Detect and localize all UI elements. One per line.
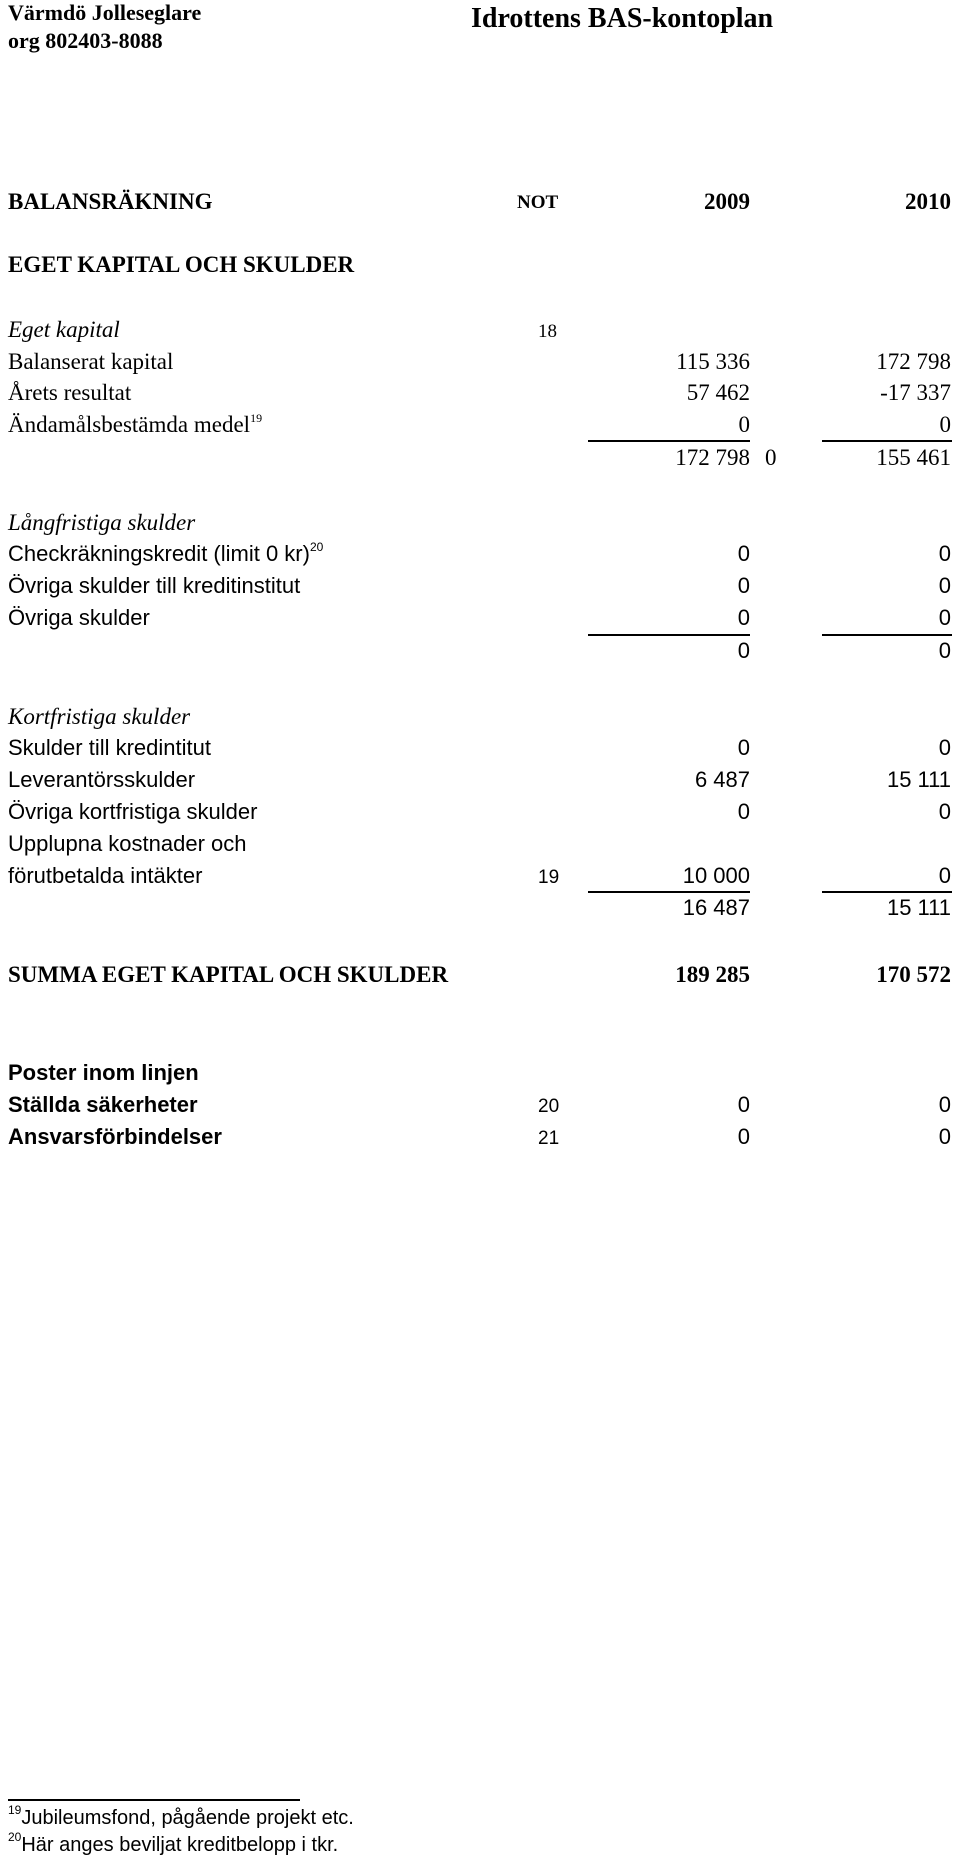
plan-title: Idrottens BAS-kontoplan [471,3,774,34]
row-label: Checkräkningskredit (limit 0 kr)$^{20}$ [8,540,324,566]
langfristiga-heading: Långfristiga skulder [8,510,196,535]
footnote: $^{20}$Här anges beviljat kreditbelopp i tkr. [8,1830,339,1856]
subtotal-rule [588,440,750,442]
value-2009: 0 [737,799,750,824]
row-label-line1: Upplupna kostnader och [8,831,247,856]
value-2009: 115 336 [676,349,750,374]
year-2009-header: 2009 [704,189,750,214]
value-2009: 57 462 [686,380,750,405]
row-label: Leverantörsskulder [8,767,196,792]
row-label: Ändamålsbestämda medel$^{19}$ [8,411,263,437]
year-2010-header: 2010 [905,189,951,214]
subtotal-2009: 0 [737,638,750,663]
summa-2010: 170 572 [876,962,951,987]
value-2010: 0 [939,412,951,437]
value-2010: 0 [938,605,951,630]
row-label: Övriga kortfristiga skulder [8,799,258,824]
value-2010: 172 798 [876,349,951,374]
subtotal-rule [822,634,952,636]
subtotal-rule [588,634,750,636]
row-label-line2: förutbetalda intäkter [8,863,203,888]
value-2010: 0 [938,863,951,888]
subtotal-2010: 15 111 [886,895,951,920]
row-note: 20 [538,1096,560,1117]
row-label: Ansvarsförbindelser [8,1124,222,1149]
kortfristiga-heading: Kortfristiga skulder [8,704,191,729]
row-note: 19 [538,867,560,888]
row-label: Årets resultat [8,380,132,405]
value-2009: 0 [737,1092,750,1117]
subtotal-2009: 16 487 [682,895,750,920]
value-2009: 0 [737,735,750,760]
value-2009: 0 [737,541,750,566]
subtotal-2010: 0 [938,638,951,663]
summa-2009: 189 285 [675,962,750,987]
poster-heading: Poster inom linjen [8,1060,199,1085]
footnote-separator [8,1799,300,1801]
org-number: org 802403-8088 [8,28,163,53]
subtotal-rule [822,440,952,442]
subtotal-rule [822,891,952,893]
value-2010: 0 [938,1092,951,1117]
value-2009: 0 [737,605,750,630]
note-column-header: NOT [517,192,559,213]
row-label: Skulder till kredintitut [8,735,211,760]
subtotal-extra: 0 [765,445,777,470]
row-note: 21 [538,1128,560,1149]
row-label: Balanserat kapital [8,349,174,374]
org-name: Värmdö Jolleseglare [8,0,202,25]
value-2009: 6 487 [694,767,750,792]
value-2010: 0 [938,573,951,598]
value-2010: 0 [938,799,951,824]
eget-kapital-heading: Eget kapital [8,317,120,342]
section-title: EGET KAPITAL OCH SKULDER [8,252,355,277]
value-2009: 0 [737,573,750,598]
summa-label: SUMMA EGET KAPITAL OCH SKULDER [8,962,449,987]
row-label: Övriga skulder [8,605,150,630]
footnote-mark: 20 [8,1830,22,1844]
footnote-ref: 20 [309,540,324,554]
row-label: Ställda säkerheter [8,1092,198,1117]
footnote-mark: 19 [8,1803,22,1817]
value-2010: 15 111 [886,767,951,792]
value-2010: 0 [938,735,951,760]
subtotal-2009: 172 798 [675,445,750,470]
value-2010: 0 [938,541,951,566]
balance-sheet-title: BALANSRÄKNING [8,189,213,214]
value-2009: 0 [737,1124,750,1149]
value-2009: 0 [738,412,750,437]
value-2009: 10 000 [682,863,750,888]
row-label: Övriga skulder till kreditinstitut [8,573,301,598]
eget-kapital-note: 18 [538,321,557,342]
value-2010: -17 337 [880,380,951,405]
value-2010: 0 [938,1124,951,1149]
footnote: $^{19}$Jubileumsfond, pågående projekt etc. [8,1803,354,1829]
subtotal-rule [588,891,750,893]
footnote-ref: 19 [250,411,263,425]
subtotal-2010: 155 461 [876,445,951,470]
